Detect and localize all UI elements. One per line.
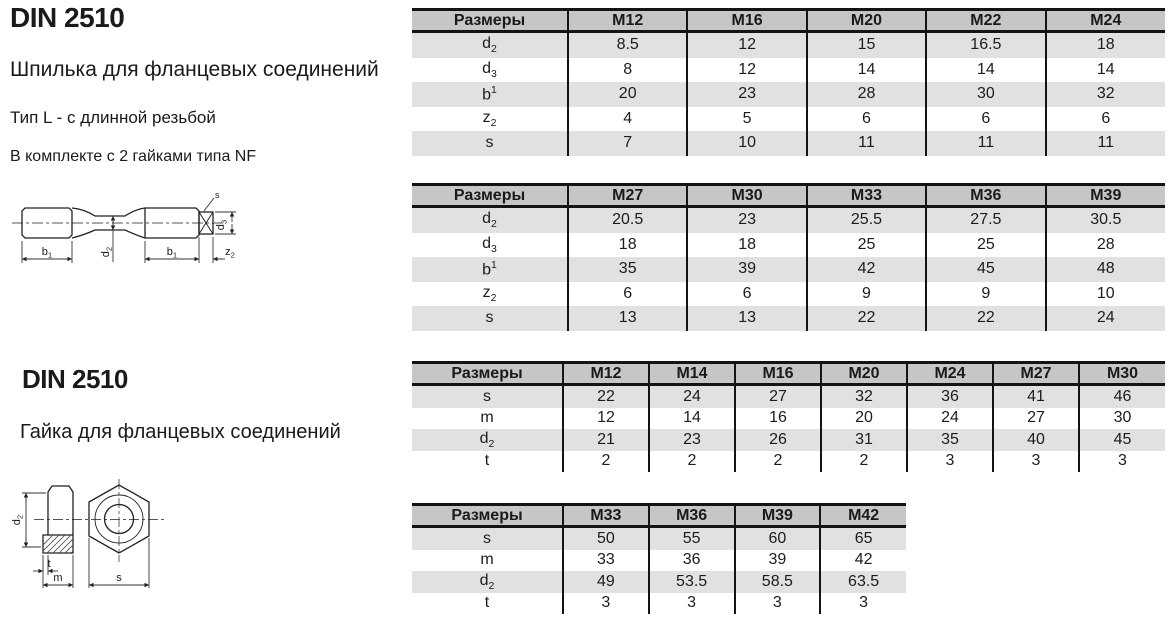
table-cell: 30	[1079, 408, 1165, 430]
row-dimension-label: s	[485, 309, 494, 327]
table-row	[412, 527, 906, 550]
table-cell: 23	[687, 82, 806, 107]
table-cell: 24	[649, 385, 735, 408]
table-header-size: M39	[735, 505, 821, 527]
table-header-dimensions: Размеры	[412, 10, 568, 32]
table-cell: 12	[563, 408, 649, 430]
table-cell: 12	[687, 32, 806, 58]
row-dimension-label: m	[480, 551, 494, 569]
table-header-size: M27	[993, 363, 1079, 385]
table-cell: 22	[926, 306, 1045, 331]
table-cell: 28	[807, 82, 926, 107]
dim-label-t: t	[47, 558, 51, 570]
table-cell: 41	[993, 385, 1079, 408]
table-cell: 30	[926, 82, 1045, 107]
row-dimension-label: $z_2$	[482, 283, 497, 304]
table-cell: 11	[1046, 131, 1165, 156]
table-row	[412, 207, 1165, 233]
table-row	[412, 131, 1165, 156]
row-dimension-label: t	[484, 594, 490, 612]
table-cell: 49	[563, 571, 649, 593]
dim-label-s: s	[215, 190, 220, 200]
table-cell: 20.5	[568, 207, 687, 233]
table-row	[412, 385, 1165, 408]
table-cell: 11	[807, 131, 926, 156]
nut-dimensions-table-2	[412, 503, 906, 614]
table-header-size: M12	[568, 10, 687, 32]
nut-side-view	[32, 486, 92, 556]
table-cell: 25	[926, 233, 1045, 258]
table-cell: 6	[926, 107, 1045, 132]
table-cell: 45	[1079, 429, 1165, 451]
table-row	[412, 107, 1165, 132]
row-dimension-label: $d_2$	[479, 429, 495, 450]
table-header-size: M30	[1079, 363, 1165, 385]
table-cell: 36	[907, 385, 993, 408]
row-dimension-label: s	[483, 387, 491, 405]
table-cell: 45	[926, 257, 1045, 282]
stud-technical-drawing	[8, 190, 248, 278]
table-cell: 3	[563, 593, 649, 615]
table-cell: 14	[649, 408, 735, 430]
row-dimension-label: m	[480, 409, 494, 427]
table-header-size: M36	[926, 185, 1045, 207]
table-cell: 9	[926, 282, 1045, 307]
table-cell: 6	[1046, 107, 1165, 132]
table-header-row	[412, 363, 1165, 385]
table-header-size: M24	[1046, 10, 1165, 32]
table-cell: 27	[993, 408, 1079, 430]
table-cell: 3	[820, 593, 906, 615]
table-row	[412, 550, 906, 572]
table-cell: 2	[563, 451, 649, 473]
table-cell: 33	[563, 550, 649, 572]
table-cell: 3	[735, 593, 821, 615]
table-header-size: M12	[563, 363, 649, 385]
table-cell: 39	[687, 257, 806, 282]
table-header-dimensions: Размеры	[412, 363, 563, 385]
table-cell: 5	[687, 107, 806, 132]
table-header-size: M20	[821, 363, 907, 385]
table-cell: 16	[735, 408, 821, 430]
nut-technical-drawing	[8, 478, 178, 600]
row-dimension-label: s	[483, 529, 491, 547]
table-cell: 24	[907, 408, 993, 430]
table-cell: 20	[568, 82, 687, 107]
nut-dimensions-table-1	[412, 361, 1165, 472]
nut-section-title: DIN 2510	[22, 364, 128, 394]
table-cell: 22	[807, 306, 926, 331]
table-cell: 16.5	[926, 32, 1045, 58]
table-row	[412, 306, 1165, 331]
table-cell: 2	[821, 451, 907, 473]
table-cell: 7	[568, 131, 687, 156]
row-dimension-label: $b^1$	[482, 84, 497, 104]
table-cell: 4	[568, 107, 687, 132]
table-cell: 6	[807, 107, 926, 132]
stud-note-line: В комплекте с 2 гайками типа NF	[10, 148, 257, 165]
table-header-size: M33	[563, 505, 649, 527]
row-dimension-label: $d_2$	[482, 35, 497, 56]
table-row	[412, 257, 1165, 282]
table-cell: 42	[820, 550, 906, 572]
table-row	[412, 451, 1165, 473]
table-header-size: M20	[807, 10, 926, 32]
stud-dimensions-table-1	[412, 8, 1165, 156]
table-row	[412, 233, 1165, 258]
table-cell: 6	[568, 282, 687, 307]
table-cell: 24	[1046, 306, 1165, 331]
table-header-size: M27	[568, 185, 687, 207]
stud-dimension-labels	[42, 190, 235, 260]
stud-section-title: DIN 2510	[10, 2, 125, 33]
table-cell: 39	[735, 550, 821, 572]
table-cell: 6	[687, 282, 806, 307]
table-cell: 18	[568, 233, 687, 258]
nut-centerlines	[34, 479, 164, 562]
table-cell: 3	[907, 451, 993, 473]
table-row	[412, 58, 1165, 83]
table-cell: 26	[735, 429, 821, 451]
dim-label-d3: $d_3$	[215, 219, 229, 231]
table-cell: 40	[993, 429, 1079, 451]
row-dimension-label: $d_2$	[482, 210, 497, 231]
table-cell: 11	[926, 131, 1045, 156]
table-cell: 12	[687, 58, 806, 83]
table-header-row	[412, 185, 1165, 207]
table-cell: 27.5	[926, 207, 1045, 233]
dim-label-d2: $d_2$	[100, 246, 114, 258]
table-header-size: M39	[1046, 185, 1165, 207]
row-dimension-label: t	[484, 452, 490, 470]
table-header-dimensions: Размеры	[412, 505, 563, 527]
table-cell: 8	[568, 58, 687, 83]
table-cell: 18	[1046, 32, 1165, 58]
table-cell: 60	[735, 527, 821, 550]
table-cell: 13	[687, 306, 806, 331]
table-cell: 25.5	[807, 207, 926, 233]
table-cell: 46	[1079, 385, 1165, 408]
table-header-size: M30	[687, 185, 806, 207]
table-cell: 58.5	[735, 571, 821, 593]
table-cell: 48	[1046, 257, 1165, 282]
table-row	[412, 282, 1165, 307]
row-dimension-label: $d_3$	[482, 59, 497, 80]
row-dimension-label: $d_2$	[479, 571, 495, 592]
table-cell: 18	[687, 233, 806, 258]
table-cell: 53.5	[649, 571, 735, 593]
table-cell: 2	[649, 451, 735, 473]
table-header-size: M14	[649, 363, 735, 385]
dim-label-m: m	[53, 572, 63, 584]
table-cell: 42	[807, 257, 926, 282]
dim-label-d2: $d_2$	[11, 514, 25, 526]
table-cell: 14	[1046, 58, 1165, 83]
table-cell: 35	[568, 257, 687, 282]
stud-type-line: Тип L - с длинной резьбой	[10, 108, 216, 127]
table-cell: 14	[926, 58, 1045, 83]
table-cell: 30.5	[1046, 207, 1165, 233]
table-header-size: M24	[907, 363, 993, 385]
table-header-size: M33	[807, 185, 926, 207]
table-cell: 3	[993, 451, 1079, 473]
nut-section-subtitle: Гайка для фланцевых соединений	[20, 421, 341, 443]
table-cell: 32	[1046, 82, 1165, 107]
dim-label-z2: $z_2$	[225, 246, 235, 260]
table-cell: 13	[568, 306, 687, 331]
row-dimension-label: $z_2$	[482, 108, 497, 129]
table-row	[412, 408, 1165, 430]
table-cell: 23	[649, 429, 735, 451]
table-cell: 20	[821, 408, 907, 430]
dim-label-b1-left: $b_1$	[41, 246, 53, 260]
table-header-size: M22	[926, 10, 1045, 32]
table-cell: 36	[649, 550, 735, 572]
table-cell: 65	[820, 527, 906, 550]
table-cell: 3	[1079, 451, 1165, 473]
table-header-size: M36	[649, 505, 735, 527]
table-cell: 10	[687, 131, 806, 156]
table-cell: 35	[907, 429, 993, 451]
dim-label-s: s	[116, 572, 122, 584]
table-header-size: M16	[687, 10, 806, 32]
table-cell: 23	[687, 207, 806, 233]
table-cell: 9	[807, 282, 926, 307]
table-row	[412, 429, 1165, 451]
table-cell: 8.5	[568, 32, 687, 58]
table-cell: 32	[821, 385, 907, 408]
dim-label-b1-right: $b_1$	[166, 246, 178, 260]
table-header-row	[412, 10, 1165, 32]
table-cell: 14	[807, 58, 926, 83]
table-cell: 27	[735, 385, 821, 408]
table-cell: 25	[807, 233, 926, 258]
row-dimension-label: s	[485, 134, 494, 152]
table-row	[412, 571, 906, 593]
table-cell: 15	[807, 32, 926, 58]
table-header-row	[412, 505, 906, 527]
table-header-size: M42	[820, 505, 906, 527]
row-dimension-label: $b^1$	[482, 259, 497, 279]
table-cell: 10	[1046, 282, 1165, 307]
table-cell: 28	[1046, 233, 1165, 258]
table-cell: 22	[563, 385, 649, 408]
table-row	[412, 82, 1165, 107]
table-cell: 2	[735, 451, 821, 473]
table-cell: 31	[821, 429, 907, 451]
table-cell: 3	[649, 593, 735, 615]
table-header-dimensions: Размеры	[412, 185, 568, 207]
table-cell: 21	[563, 429, 649, 451]
table-row	[412, 32, 1165, 58]
table-row	[412, 593, 906, 615]
row-dimension-label: $d_3$	[482, 234, 497, 255]
table-header-size: M16	[735, 363, 821, 385]
stud-section-subtitle: Шпилька для фланцевых соединений	[10, 58, 379, 81]
stud-dimensions-table-2	[412, 183, 1165, 331]
table-cell: 50	[563, 527, 649, 550]
table-cell: 55	[649, 527, 735, 550]
table-cell: 63.5	[820, 571, 906, 593]
